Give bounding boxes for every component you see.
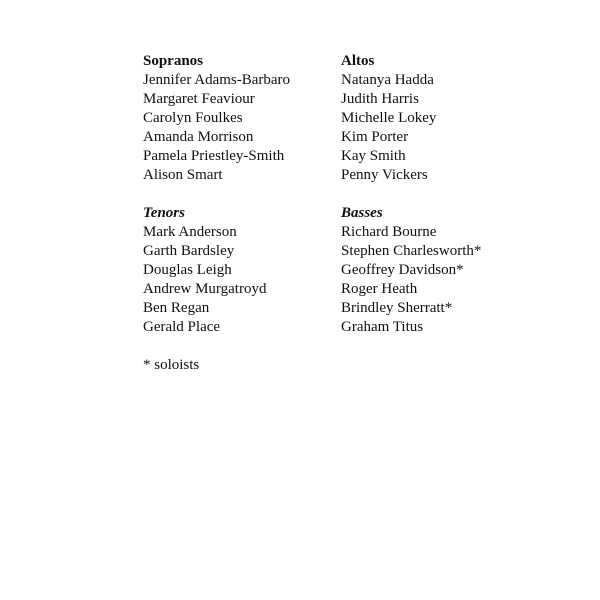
soprano-name: Carolyn Foulkes bbox=[143, 110, 243, 126]
sopranos-list bbox=[143, 71, 333, 185]
tenor-name: Gerald Place bbox=[143, 319, 221, 335]
bass-name: Richard Bourne bbox=[341, 224, 437, 240]
alto-name: Kim Porter bbox=[341, 129, 409, 145]
bass-name: Brindley Sherratt* bbox=[341, 300, 453, 316]
tenor-name: Garth Bardsley bbox=[143, 243, 235, 259]
soprano-name: Margaret Feaviour bbox=[143, 91, 255, 107]
soprano-name: Pamela Priestley-Smith bbox=[143, 148, 285, 164]
tenors-heading: Tenors bbox=[143, 205, 185, 221]
alto-name: Penny Vickers bbox=[341, 167, 428, 183]
alto-name: Natanya Hadda bbox=[341, 72, 434, 88]
alto-name: Judith Harris bbox=[341, 91, 419, 107]
altos-heading: Altos bbox=[341, 53, 375, 69]
soprano-name: Alison Smart bbox=[143, 167, 223, 183]
bass-name: Stephen Charlesworth* bbox=[341, 243, 482, 259]
alto-name: Kay Smith bbox=[341, 148, 406, 164]
bass-name: Graham Titus bbox=[341, 319, 424, 335]
basses-heading: Basses bbox=[341, 205, 383, 221]
tenor-name: Mark Anderson bbox=[143, 224, 237, 240]
soprano-name: Jennifer Adams-Barbaro bbox=[143, 72, 291, 88]
tenor-name: Andrew Murgatroyd bbox=[143, 281, 267, 297]
tenor-name: Douglas Leigh bbox=[143, 262, 232, 278]
tenors-section bbox=[143, 204, 333, 337]
altos-section bbox=[341, 52, 531, 185]
bass-name: Roger Heath bbox=[341, 281, 418, 297]
sopranos-section bbox=[143, 52, 333, 185]
basses-list bbox=[341, 223, 531, 337]
basses-section bbox=[341, 204, 531, 337]
sopranos-heading: Sopranos bbox=[143, 53, 204, 69]
soprano-name: Amanda Morrison bbox=[143, 129, 254, 145]
soloists-footnote: * soloists bbox=[143, 357, 200, 373]
alto-name: Michelle Lokey bbox=[341, 110, 437, 126]
altos-list bbox=[341, 71, 531, 185]
bass-name: Geoffrey Davidson* bbox=[341, 262, 464, 278]
tenor-name: Ben Regan bbox=[143, 300, 210, 316]
tenors-list bbox=[143, 223, 333, 337]
